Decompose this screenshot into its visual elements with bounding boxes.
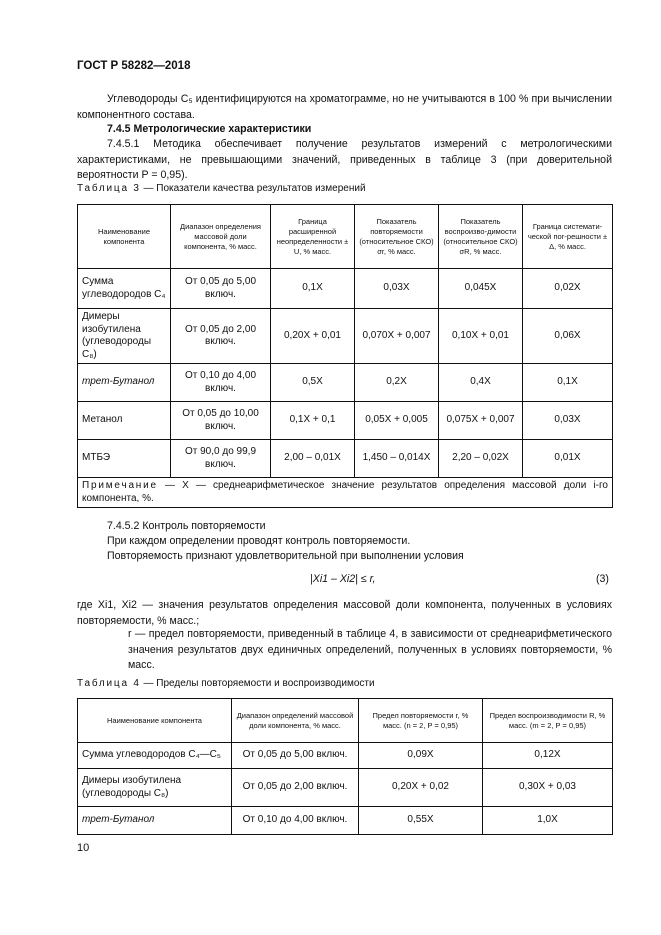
table3-header-cell: Граница расширенной неопределенности ± U, % масс. xyxy=(271,205,355,269)
table3-header-cell: Показатель повторяемости (относительное СКО) σr, % масс. xyxy=(355,205,439,269)
table-cell: От 0,05 до 5,00 включ. xyxy=(171,269,271,309)
table-cell: 0,5X xyxy=(271,364,355,402)
table-row xyxy=(78,402,613,440)
table-cell: Димеры изобутилена (углеводороды C₈) xyxy=(78,309,171,364)
table-cell: От 0,05 до 2,00 включ. xyxy=(171,309,271,364)
table-cell: 0,1X xyxy=(523,364,613,402)
formula: |Xi1 – Xi2| ≤ r, xyxy=(310,573,376,585)
table3-caption-text: — Показатели качества результатов измерений xyxy=(140,183,366,194)
table3-note xyxy=(78,478,613,508)
table-cell: От 0,10 до 4,00 включ. xyxy=(171,364,271,402)
where-clause-1: где Xi1, Xi2 — значения результатов определения массовой доли компонента, полученных в условиях повторяемости, % масс.; xyxy=(77,599,612,627)
table3-caption-label: Таблица 3 xyxy=(77,183,141,194)
table-cell: 0,02X xyxy=(523,269,613,309)
table3-caption xyxy=(77,183,366,194)
table3-note-text: — X — среднеарифметическое значение результатов определения массовой доли i-го компонента, %. xyxy=(82,480,608,504)
table4-caption-label: Таблица 4 xyxy=(77,678,141,689)
table-row xyxy=(78,309,613,364)
paragraph-7452-b: Повторяемость признают удовлетворительной при выполнении условия xyxy=(107,550,464,562)
table3-header-cell: Диапазон определения массовой доли компонента, % масс. xyxy=(171,205,271,269)
table4-header-cell: Предел воспроизводимости R, % масс. (m = 2, P = 0,95) xyxy=(483,699,613,743)
table4-header-cell: Диапазон определений массовой доли компонента, % масс. xyxy=(232,699,359,743)
table-cell: трет-Бутанол xyxy=(78,807,232,835)
table-row xyxy=(78,364,613,402)
table-cell: 0,05X + 0,005 xyxy=(355,402,439,440)
table-cell: 0,1X xyxy=(271,269,355,309)
table-cell: От 0,05 до 10,00 включ. xyxy=(171,402,271,440)
table-cell: 0,070X + 0,007 xyxy=(355,309,439,364)
table-cell: От 0,05 до 5,00 включ. xyxy=(232,743,359,769)
table-cell: 0,03X xyxy=(523,402,613,440)
table-cell: 0,06X xyxy=(523,309,613,364)
table-cell: Сумма углеводородов C₄ xyxy=(78,269,171,309)
where-clause-2: r — предел повторяемости, приведенный в таблице 4, в зависимости от среднеарифметического значения результатов двух единичных определений, полученных в условиях повторяемости, % масс. xyxy=(128,628,612,671)
paragraph-7452-title: 7.4.5.2 Контроль повторяемости xyxy=(107,520,266,532)
table-cell: 2,00 – 0,01X xyxy=(271,440,355,478)
table-cell: 0,4X xyxy=(439,364,523,402)
table-cell: 0,10X + 0,01 xyxy=(439,309,523,364)
table-cell: 1,0X xyxy=(483,807,613,835)
section-title: 7.4.5 Метрологические характеристики xyxy=(107,123,312,135)
table-row xyxy=(78,769,613,807)
table-3 xyxy=(77,204,613,508)
table-cell: 0,2X xyxy=(355,364,439,402)
table4-header-cell: Предел повторяемости r, % масс. (n = 2, P = 0,95) xyxy=(359,699,483,743)
table-cell: 0,55X xyxy=(359,807,483,835)
table-row xyxy=(78,743,613,769)
table-cell: Сумма углеводородов C₄—C₅ xyxy=(78,743,232,769)
intro-paragraph: Углеводороды C₅ идентифицируются на хроматограмме, но не учитываются в 100 % при вычислении компонентного состава. xyxy=(77,93,612,121)
table4-caption xyxy=(77,678,375,689)
table-cell: 0,03X xyxy=(355,269,439,309)
table-row xyxy=(78,807,613,835)
table-cell: МТБЭ xyxy=(78,440,171,478)
table-cell: 0,075X + 0,007 xyxy=(439,402,523,440)
table4-header-row xyxy=(78,699,613,743)
table-cell: трет-Бутанол xyxy=(78,364,171,402)
paragraph-7451: 7.4.5.1 Методика обеспечивает получение результатов измерений с метрологическими характеристиками, не превышающими значений, приведенных в таблице 3 (при доверительной вероятности P = 0,95). xyxy=(77,138,612,181)
table-cell: 0,30X + 0,03 xyxy=(483,769,613,807)
table-row xyxy=(78,269,613,309)
formula-number: (3) xyxy=(596,573,609,585)
table-cell: От 0,05 до 2,00 включ. xyxy=(232,769,359,807)
table-row xyxy=(78,440,613,478)
table3-note-row xyxy=(78,478,613,508)
table-cell: Метанол xyxy=(78,402,171,440)
table-cell: 0,01X xyxy=(523,440,613,478)
table3-header-row xyxy=(78,205,613,269)
table-cell: 0,1X + 0,1 xyxy=(271,402,355,440)
table-4 xyxy=(77,698,613,835)
table3-note-label: Примечание xyxy=(82,480,158,491)
paragraph-7452-a: При каждом определении проводят контроль повторяемости. xyxy=(107,535,411,547)
table-cell: 0,20X + 0,01 xyxy=(271,309,355,364)
table-cell: 0,12X xyxy=(483,743,613,769)
table-cell: 0,09X xyxy=(359,743,483,769)
table-cell: 0,20X + 0,02 xyxy=(359,769,483,807)
table3-header-cell: Показатель воспроизво-димости (относительное СКО) σR, % масс. xyxy=(439,205,523,269)
table-cell: 1,450 – 0,014X xyxy=(355,440,439,478)
table-cell: Димеры изобутилена (углеводороды C₈) xyxy=(78,769,232,807)
table3-header-cell: Наименование компонента xyxy=(78,205,171,269)
document-header: ГОСТ Р 58282—2018 xyxy=(77,60,191,72)
table-cell: 0,045X xyxy=(439,269,523,309)
page-number: 10 xyxy=(77,842,90,854)
table4-caption-text: — Пределы повторяемости и воспроизводимости xyxy=(140,678,375,689)
table3-header-cell: Граница системати-ческой пог-решности ± Δ, % масс. xyxy=(523,205,613,269)
table4-header-cell: Наименование компонента xyxy=(78,699,232,743)
table-cell: 2,20 – 0,02X xyxy=(439,440,523,478)
table-cell: От 0,10 до 4,00 включ. xyxy=(232,807,359,835)
table-cell: От 90,0 до 99,9 включ. xyxy=(171,440,271,478)
